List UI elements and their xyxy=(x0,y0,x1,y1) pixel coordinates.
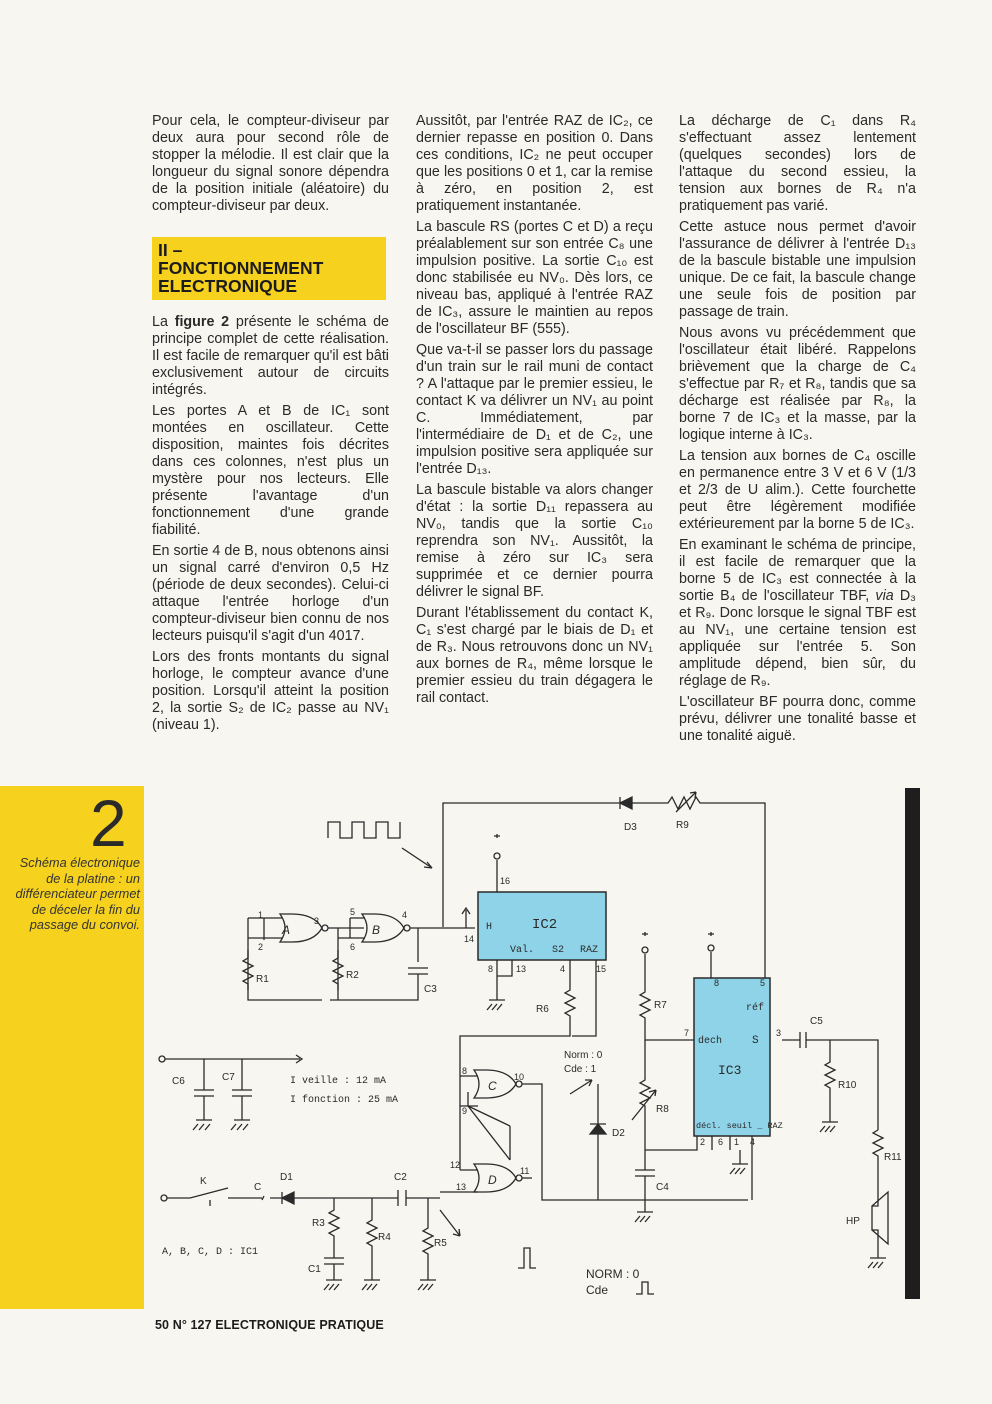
mode-note: Cde : 1 xyxy=(564,1064,597,1075)
pin-number: 1 xyxy=(258,910,264,920)
paragraph: Durant l'établissement du contact K, C₁ s'est chargé par le biais de D₁ et de R₃. Nous retrouvons donc un NV₁ aux bornes de R₄, même lorsque le premier essieu du train dégagera le rail contact. xyxy=(416,605,653,706)
circuit-schematic xyxy=(144,786,904,1306)
pin-label: RAZ xyxy=(580,945,599,956)
component-label: R4 xyxy=(378,1232,391,1243)
mode-note: Norm : 0 xyxy=(564,1050,603,1061)
ic2-label: IC2 xyxy=(532,917,558,933)
pin-number: 8 xyxy=(714,978,720,988)
pin-label: réf xyxy=(746,1003,765,1014)
component-label: R2 xyxy=(346,970,359,981)
component-label: R3 xyxy=(312,1218,325,1229)
ic3-label: IC3 xyxy=(718,1063,742,1078)
pin-number: 13 xyxy=(516,964,527,974)
paragraph: La tension aux bornes de C₄ oscille en permanence entre 3 V et 6 V (1/3 et 2/3 de U alim.). Cette fourchette peut être légèrement modifiée extérieurement par la borne 5 de IC₃. xyxy=(679,448,916,532)
current-note: I veille : 12 mA xyxy=(290,1076,387,1087)
page-number: 50 xyxy=(155,1318,170,1332)
ic3-block xyxy=(694,978,770,1136)
paragraph: La bascule bistable va alors changer d'état : la sortie D₁₁ repassera au NV₀, tandis que la sortie C₁₀ reprendra son NV₁. Aussitôt, la remise à zéro sur IC₃ sera supprimée et ce dernier pourra délivrer le signal BF. xyxy=(416,482,653,600)
pin-number: 1 xyxy=(734,1137,740,1147)
paragraph: Aussitôt, par l'entrée RAZ de IC₂, ce dernier repasse en position 0. Dans ces conditions, IC₂ ne peut occuper que les positions 0 et 1, car la remise à zéro, en position 2, est pratiquement instantanée. xyxy=(416,113,653,214)
component-label: D1 xyxy=(280,1172,293,1183)
paragraph: La décharge de C₁ dans R₄ s'effectuant assez lentement (quelques secondes) lors de l'attaque du second essieu, la tension aux bornes de R₄ n'a pratiquement pas varié. xyxy=(679,113,916,214)
component-label: C3 xyxy=(424,984,437,995)
component-label: R6 xyxy=(536,1004,549,1015)
component-label: D2 xyxy=(612,1128,625,1139)
pin-number: 8 xyxy=(488,964,494,974)
mode-note: NORM : 0 xyxy=(586,1267,640,1281)
component-label: R9 xyxy=(676,820,689,831)
component-label: R11 xyxy=(884,1152,902,1163)
pin-number: 8 xyxy=(462,1066,468,1076)
pin-number: 4 xyxy=(750,1137,756,1147)
text-run: En examinant le schéma de principe, il est facile de remarquer que la borne 5 de IC₃ est connectée à la sortie B₄ de l'oscillateur TBF, xyxy=(679,537,916,604)
component-label: C5 xyxy=(810,1016,823,1027)
pin-number: 12 xyxy=(450,1160,461,1170)
gate-label: D xyxy=(488,1173,497,1187)
decorative-bar xyxy=(905,788,920,1299)
paragraph xyxy=(152,314,389,399)
pin-label: S2 xyxy=(552,945,565,956)
pin-number: 2 xyxy=(258,942,264,952)
pin-number: 4 xyxy=(402,910,408,920)
component-label: C4 xyxy=(656,1182,669,1193)
component-label: C2 xyxy=(394,1172,407,1183)
paragraph: Nous avons vu précédemment que l'oscillateur était libéré. Rappelons brièvement que la charge de C₄ s'effectue par R₇ et R₈, tandis que sa décharge est réalisée par R₈, la borne 7 de IC₃ et la masse, par la logique interne à IC₃. xyxy=(679,325,916,443)
component-label: D3 xyxy=(624,822,637,833)
component-label: C6 xyxy=(172,1076,185,1087)
pin-number: 14 xyxy=(464,934,475,944)
page-footer xyxy=(155,1318,384,1332)
paragraph: Les portes A et B de IC₁ sont montées en oscillateur. Cette disposition, maintes fois décrites dans ces colonnes, n'est plus un mystère pour nos lecteurs. Elle présente l'avantage d'un fonctionnement d'une grande fiabilité. xyxy=(152,403,389,538)
paragraph: Cette astuce nous permet d'avoir l'assurance de délivrer à l'entrée D₁₃ de la bascule bistable une impulsion unique. De ce fait, la bascule change une seule fois de position par passage de train. xyxy=(679,219,916,320)
gates-note: A, B, C, D : IC1 xyxy=(162,1247,259,1258)
issue-number: N° 127 xyxy=(172,1318,212,1332)
pin-number: 5 xyxy=(350,907,356,917)
gate-label: A xyxy=(282,923,291,937)
paragraph: L'oscillateur BF pourra donc, comme prévu, délivrer une tonalité basse et une tonalité aiguë. xyxy=(679,694,916,744)
pin-number: 2 xyxy=(700,1137,706,1147)
paragraph: La bascule RS (portes C et D) a reçu préalablement sur son entrée C₈ une impulsion positive. La sortie C₁₀ est donc stabilisée eu NV₀. Dès lors, ce niveau bas, appliqué à l'entrée RAZ de IC₃, assure le maintien au repos de l'oscillateur BF (555). xyxy=(416,219,653,337)
pin-number: 6 xyxy=(350,942,356,952)
component-label: C7 xyxy=(222,1072,235,1083)
pin-number: 16 xyxy=(500,876,511,886)
heading-number: II – xyxy=(158,240,183,260)
pin-number: 3 xyxy=(776,1028,782,1038)
current-note: I fonction : 25 mA xyxy=(290,1095,399,1106)
heading-line: FONCTIONNEMENT xyxy=(158,258,324,278)
paragraph: Lors des fronts montants du signal horloge, le compteur avance d'une position. Lorsqu'il atteint la position 2, la sortie S₂ de IC₂ passe au NV₁ (niveau 1). xyxy=(152,649,389,733)
component-label: R8 xyxy=(656,1104,669,1115)
heading-line: ELECTRONIQUE xyxy=(158,276,298,296)
paragraph: En sortie 4 de B, nous obtenons ainsi un signal carré d'environ 0,5 Hz (période de deux secondes). Celui-ci attaque l'entrée horloge d'un compteur-diviseur bien connu de nos lecteurs puisqu'il s'agit d'un 4017. xyxy=(152,543,389,644)
component-label: R1 xyxy=(256,974,269,985)
mode-note: Cde xyxy=(586,1283,609,1297)
component-label: HP xyxy=(846,1216,860,1227)
text-run: via xyxy=(875,588,894,604)
paragraph: Que va-t-il se passer lors du passage d'un train sur le rail muni de contact ? A l'attaque par le premier essieu, le contact K va délivrer un NV₁ au point C. Immédiatement, par l'intermédiaire de D₁ et de C₂, une impulsion positive sera appliquée sur l'entrée D₁₃. xyxy=(416,342,653,477)
paragraph: Pour cela, le compteur-diviseur par deux aura pour second rôle de stopper la mélodie. Il est clair que la longueur du signal sonore dépendra de la position initiale (aléatoire) du compteur-diviseur par deux. xyxy=(152,113,389,214)
figure-caption: Schéma électronique de la platine : un différenciateur permet de déceler la fin du passage du convoi. xyxy=(15,855,140,933)
column-3 xyxy=(679,113,916,749)
column-2 xyxy=(416,113,653,711)
pin-label: S xyxy=(752,1035,759,1047)
component-label: K xyxy=(200,1176,207,1187)
pin-number: 13 xyxy=(456,1182,467,1192)
pin-number: 10 xyxy=(514,1072,525,1082)
pin-label: dech xyxy=(698,1036,723,1047)
pin-label: Val. xyxy=(510,945,535,956)
pin-number: 15 xyxy=(596,964,607,974)
pin-number: 4 xyxy=(560,964,566,974)
text-run: présente le schéma de principe complet de cette réalisation. Il est facile de remarquer qu'il est bâti exclusivement autour de circuits intégrés. xyxy=(152,314,389,398)
component-label: R7 xyxy=(654,1000,667,1011)
component-label: C1 xyxy=(308,1264,321,1275)
column-1 xyxy=(152,113,389,738)
pin-number: 3 xyxy=(314,916,320,926)
pin-number: 5 xyxy=(760,978,766,988)
pin-number: 6 xyxy=(718,1137,724,1147)
paragraph xyxy=(679,537,916,690)
figure-number: 2 xyxy=(90,786,127,860)
component-label: R10 xyxy=(838,1080,857,1091)
gate-label: C xyxy=(488,1079,497,1093)
pin-number: 7 xyxy=(684,1028,690,1038)
pin-label: H xyxy=(486,922,493,933)
text-run: D₃ et R₉. Donc lorsque le signal TBF est au NV₁, une certaine tension est appliquée sur l'entrée 5. Son amplitude dépend, bien sûr, du réglage de R₉. xyxy=(679,588,917,689)
pin-number: 11 xyxy=(520,1166,530,1176)
pin-number: 9 xyxy=(462,1106,468,1116)
pin-label: décl. seuil _ RAZ xyxy=(696,1121,783,1131)
magazine-title: ELECTRONIQUE PRATIQUE xyxy=(215,1318,384,1332)
text-run: La xyxy=(152,314,175,330)
section-heading xyxy=(152,237,386,300)
component-label: R5 xyxy=(434,1238,447,1249)
component-label: C xyxy=(254,1182,262,1193)
gate-label: B xyxy=(372,923,381,937)
figure-reference: figure 2 xyxy=(174,314,230,330)
